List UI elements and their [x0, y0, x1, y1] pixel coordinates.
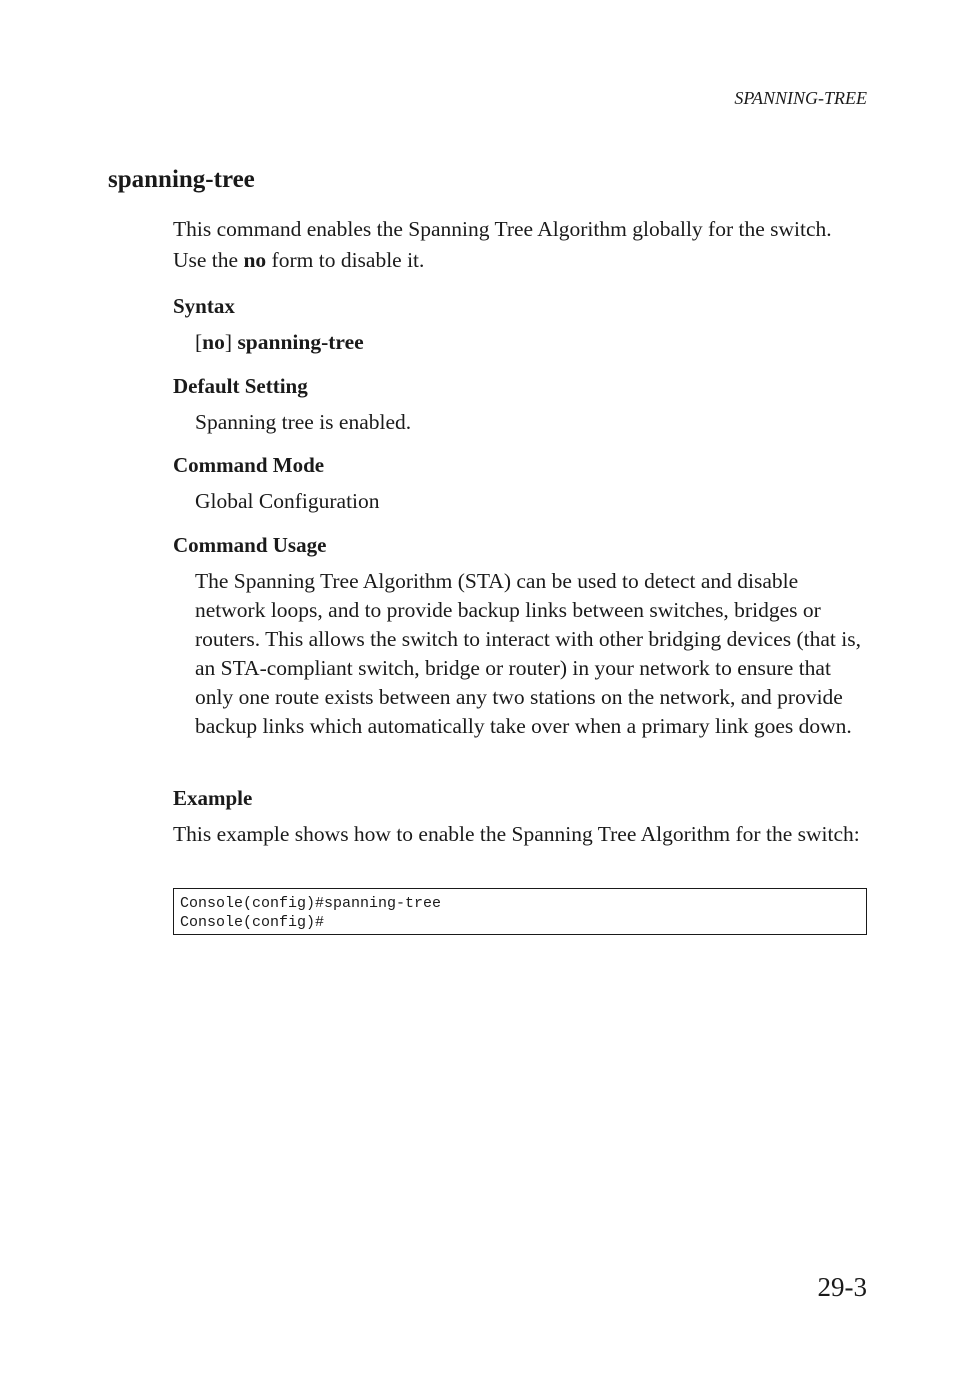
code-line: Console(config)#spanning-tree	[180, 895, 442, 912]
code-example-box	[173, 888, 867, 935]
page-number: 29-3	[817, 1272, 867, 1302]
default-setting-heading: Default Setting	[173, 374, 308, 398]
command-title: spanning-tree	[108, 166, 255, 193]
syntax-line	[195, 328, 364, 357]
command-usage-heading: Command Usage	[173, 533, 327, 557]
syntax-command: spanning-tree	[237, 330, 364, 354]
default-setting-text: Spanning tree is enabled.	[195, 410, 412, 434]
command-mode-text: Global Configuration	[195, 489, 380, 513]
intro-no-keyword: no	[243, 248, 267, 272]
syntax-heading: Syntax	[173, 294, 235, 318]
running-header: SPANNING-TREE	[734, 88, 867, 108]
command-mode-heading: Command Mode	[173, 453, 325, 477]
intro-text-end: form to disable it.	[266, 248, 425, 272]
intro-text-start: This command enables the Spanning Tree Algorithm globally for the switch. Use the	[173, 217, 832, 272]
code-line: Console(config)#	[180, 914, 325, 931]
command-usage-text: The Spanning Tree Algorithm (STA) can be used to detect and disable network loops, and to provide backup links between switches, bridges or routers. This allows the switch to interact with other bridging devices (that is, an STA-compliant switch, bridge or router) in your network to ensure that only one route exists between any two stations on the network, and provide backup links which automatically take over when a primary link goes down.	[195, 569, 861, 738]
syntax-bracket-open: [	[195, 330, 203, 354]
syntax-no-keyword: no	[202, 330, 225, 354]
command-description	[173, 214, 863, 276]
syntax-bracket-close: ]	[224, 330, 233, 354]
example-heading: Example	[173, 786, 253, 810]
example-intro: This example shows how to enable the Spanning Tree Algorithm for the switch:	[173, 822, 860, 846]
